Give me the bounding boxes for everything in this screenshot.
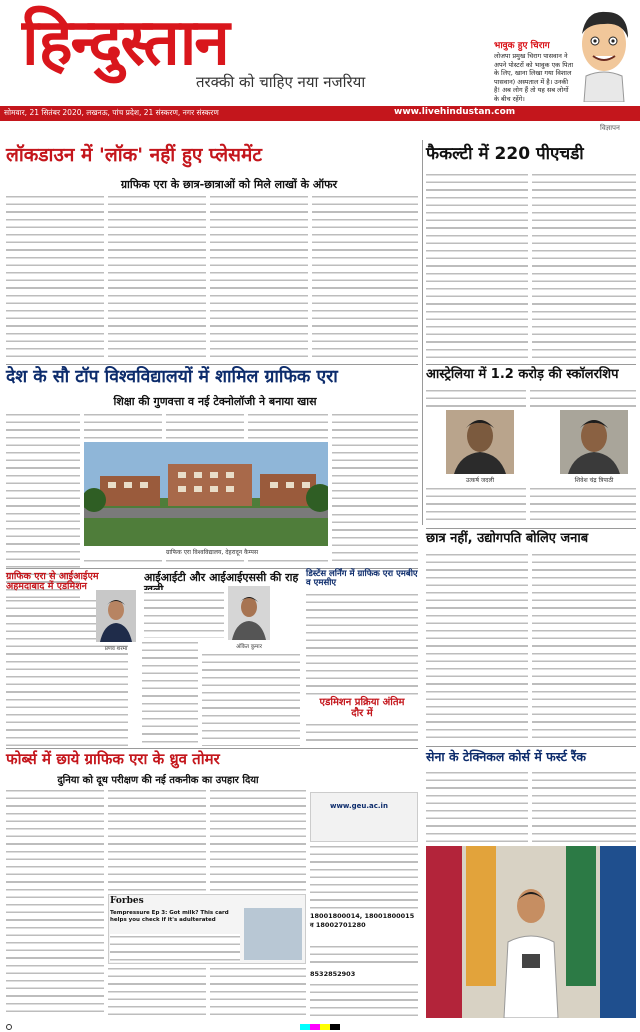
article4-body-col3	[166, 412, 244, 440]
forbes-thumbnail	[244, 908, 302, 960]
article10-body-col2	[108, 788, 206, 892]
article1-body-col1	[6, 194, 104, 362]
article4-body-col6	[332, 512, 418, 564]
campus-photo	[84, 442, 328, 546]
person2-caption: शिवेश चंद्र त्रिपाठी	[574, 477, 614, 484]
divider	[6, 748, 418, 749]
article10-body-col5	[210, 966, 306, 1018]
article6-headline: ग्राफिक एरा से आईआईएम अहमदाबाद में एडमिशन	[6, 571, 99, 592]
article10-body-col3	[210, 788, 306, 892]
article7-body-col2	[202, 652, 300, 746]
article10-body-col1	[6, 788, 104, 1018]
article6-person-caption: प्रणव शरमा	[104, 646, 128, 652]
article4-body-col9	[248, 558, 328, 566]
article9-headline: एडमिशन प्रक्रिया अंतिम दौर में	[319, 697, 405, 719]
article1-body-col2	[108, 194, 206, 362]
article2-body-col2	[532, 172, 636, 362]
campus-photo-caption: ग्राफिक एरा विश्वविद्यालय, देहरादून कैम्पस	[165, 549, 259, 556]
article11-body-col2	[532, 770, 636, 844]
article5-headline: छात्र नहीं, उद्योगपति बोलिए जनाब	[426, 531, 589, 546]
article4-headline: देश के सौ टॉप विश्वविद्यालयों में शामिल ग्राफिक एरा	[6, 367, 338, 387]
admission-ad-banner[interactable]	[310, 792, 418, 842]
article11-body-col1	[426, 770, 528, 844]
award-photo	[426, 846, 636, 1018]
admission-phones: 18001800014, 18001800015 व 18002701280	[310, 912, 415, 929]
article1-subheadline: ग्राफिक एरा के छात्र-छात्राओं को मिले लाखों के ऑफर	[120, 178, 338, 191]
article2-headline: फैकल्टी में 220 पीएचडी	[426, 144, 584, 164]
person-silhouette-icon	[96, 590, 136, 642]
forbes-logo: Forbes	[110, 896, 144, 906]
article9-body	[306, 722, 418, 746]
article4-body-col5	[332, 412, 418, 510]
ad-website[interactable]: www.geu.ac.in	[330, 802, 388, 810]
person-silhouette-icon	[560, 410, 628, 474]
newspaper-logo[interactable]: हिन्दुस्तान	[22, 6, 228, 80]
article11-headline: सेना के टेक्निकल कोर्स में फर्स्ट रैंक	[426, 749, 587, 764]
article4-body-col8	[166, 558, 244, 566]
divider	[6, 364, 418, 365]
article1-body-col4	[312, 194, 418, 362]
article10-headline: फोर्ब्स में छाये ग्राफिक एरा के ध्रुव तोमर	[6, 750, 220, 768]
article4-body-col7	[84, 558, 162, 566]
website-link[interactable]: www.livehindustan.com	[394, 107, 516, 117]
article9-body-col2	[310, 844, 418, 910]
cartoon-caption: लोजपा प्रमुख चिराग पासवान ने अपने पोस्टरों को भावुक एक पिता के लिए, खाना लिखा गया विशाल पासवान) अस्पताल में है। उनकी है! अब लोग हैं तो यह सब लोगों के बीच रहेंगे।	[494, 52, 574, 103]
person-silhouette-icon	[446, 410, 514, 474]
forbes-body	[110, 934, 240, 962]
article3-body-col3	[426, 486, 526, 526]
article8-body	[306, 592, 418, 696]
article1-headline: लॉकडाउन में 'लॉक' नहीं हुए प्लेसमेंट	[6, 144, 262, 166]
forbes-article-title: Tempressure Ep 3: Got milk? This card helps you check if it's adulterated	[110, 910, 229, 923]
divider	[426, 528, 636, 529]
color-bar	[300, 1024, 340, 1030]
divider	[426, 364, 636, 365]
article7-headline: आईआईटी और आईआईएससी की राह	[144, 571, 299, 584]
article4-body-col2	[84, 412, 162, 440]
article8-headline: डिस्टेंस लर्निंग में ग्राफिक एरा एमबीए व एमसीए	[306, 569, 418, 588]
article5-body-col1	[426, 552, 528, 744]
article3-headline: आस्ट्रेलिया में 1.2 करोड़ की स्कॉलरशिप	[426, 367, 619, 382]
article9-body-col3	[310, 944, 418, 966]
person1-caption: उत्कर्ष जदली	[465, 477, 495, 484]
article7-body-col1	[144, 590, 224, 638]
article3-body-col1	[426, 388, 526, 408]
cartoon-face-icon	[572, 4, 636, 102]
column-divider	[422, 140, 423, 525]
article10-body-col4	[108, 966, 206, 1018]
person-silhouette-icon	[228, 586, 270, 640]
registration-mark-icon	[6, 1024, 12, 1030]
cartoon-title: भावुक हुए चिराग	[494, 41, 550, 51]
article7-person-caption: अंकित कुमार	[236, 644, 262, 650]
article9-body-col4	[310, 982, 418, 1018]
dateline: सोमवार, 21 सितंबर 2020, लखनऊ, पांच प्रदेश, 21 संस्करण, नगर संस्करण	[4, 108, 219, 117]
article2-body-col1	[426, 172, 528, 362]
divider	[426, 746, 636, 747]
article10-subheadline: दुनिया को दूध परीक्षण की नई तकनीक का उपहार दिया	[57, 775, 259, 786]
article3-body-col4	[530, 486, 636, 526]
article4-subheadline: शिक्षा की गुणवत्ता व नई टेक्नोलॉजी ने बनाया खास	[113, 395, 317, 408]
ad-phone: 8532852903	[310, 970, 356, 978]
article5-body-col2	[532, 552, 636, 744]
article6-body-col2	[142, 640, 198, 746]
section-tag: विज्ञापन	[600, 124, 620, 132]
article3-body-col2	[530, 388, 636, 408]
article4-body-col4	[248, 412, 328, 440]
tagline: तरक्की को चाहिए नया नजरिया	[196, 73, 366, 91]
article1-body-col3	[210, 194, 308, 362]
